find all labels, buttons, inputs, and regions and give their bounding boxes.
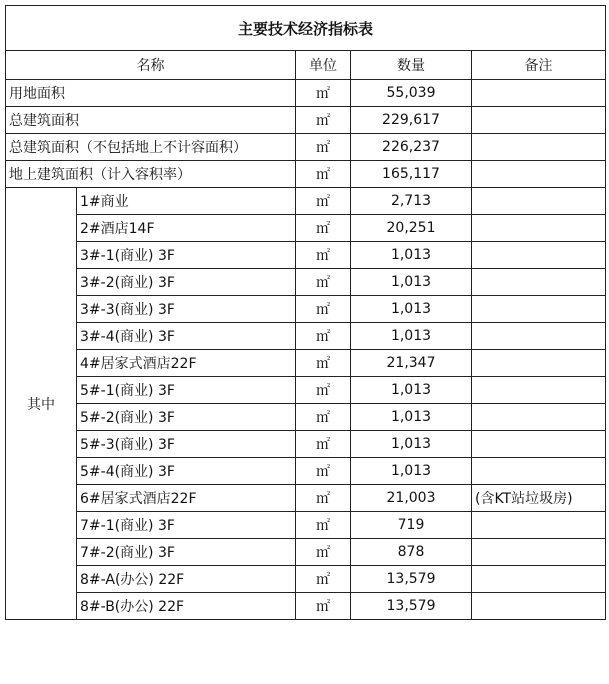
row-quantity: 1,013 <box>351 458 472 485</box>
table-row <box>6 539 606 566</box>
row-remark <box>472 215 606 242</box>
table-row <box>6 350 606 377</box>
row-remark <box>472 431 606 458</box>
row-remark <box>472 269 606 296</box>
row-unit: ㎡ <box>296 188 351 215</box>
row-quantity: 13,579 <box>351 593 472 620</box>
row-name: 5#-3(商业) 3F <box>77 431 296 458</box>
row-remark <box>472 134 606 161</box>
row-quantity: 21,347 <box>351 350 472 377</box>
row-quantity: 165,117 <box>351 161 472 188</box>
row-quantity: 719 <box>351 512 472 539</box>
row-quantity: 1,013 <box>351 404 472 431</box>
row-name: 5#-4(商业) 3F <box>77 458 296 485</box>
row-remark <box>472 404 606 431</box>
row-remark <box>472 566 606 593</box>
row-quantity: 1,013 <box>351 296 472 323</box>
row-unit: ㎡ <box>296 404 351 431</box>
row-unit: ㎡ <box>296 269 351 296</box>
row-unit: ㎡ <box>296 566 351 593</box>
row-unit: ㎡ <box>296 512 351 539</box>
row-unit: ㎡ <box>296 242 351 269</box>
table-row <box>6 512 606 539</box>
header-name: 名称 <box>6 51 296 80</box>
indicator-table <box>5 5 606 620</box>
table-row <box>6 188 606 215</box>
row-unit: ㎡ <box>296 161 351 188</box>
row-unit: ㎡ <box>296 80 351 107</box>
row-name: 3#-1(商业) 3F <box>77 242 296 269</box>
row-name: 7#-1(商业) 3F <box>77 512 296 539</box>
table-row <box>6 242 606 269</box>
header-quantity: 数量 <box>351 51 472 80</box>
row-remark <box>472 323 606 350</box>
table-row <box>6 377 606 404</box>
table-row <box>6 323 606 350</box>
row-unit: ㎡ <box>296 431 351 458</box>
row-unit: ㎡ <box>296 539 351 566</box>
row-unit: ㎡ <box>296 215 351 242</box>
header-unit: 单位 <box>296 51 351 80</box>
row-remark <box>472 80 606 107</box>
row-remark <box>472 512 606 539</box>
table-row <box>6 458 606 485</box>
row-quantity: 1,013 <box>351 242 472 269</box>
table-row <box>6 161 606 188</box>
row-unit: ㎡ <box>296 593 351 620</box>
group-label: 其中 <box>6 188 77 620</box>
row-name: 3#-4(商业) 3F <box>77 323 296 350</box>
row-name: 2#酒店14F <box>77 215 296 242</box>
row-unit: ㎡ <box>296 134 351 161</box>
row-name: 3#-3(商业) 3F <box>77 296 296 323</box>
row-unit: ㎡ <box>296 350 351 377</box>
table-row <box>6 215 606 242</box>
table-row <box>6 107 606 134</box>
table-title: 主要技术经济指标表 <box>6 6 606 51</box>
table-row <box>6 296 606 323</box>
table-row <box>6 404 606 431</box>
row-unit: ㎡ <box>296 458 351 485</box>
row-name: 用地面积 <box>6 80 296 107</box>
header-remark: 备注 <box>472 51 606 80</box>
row-unit: ㎡ <box>296 377 351 404</box>
row-quantity: 1,013 <box>351 269 472 296</box>
row-name: 3#-2(商业) 3F <box>77 269 296 296</box>
row-remark <box>472 107 606 134</box>
row-remark <box>472 593 606 620</box>
row-quantity: 226,237 <box>351 134 472 161</box>
row-name: 8#-A(办公) 22F <box>77 566 296 593</box>
row-remark <box>472 188 606 215</box>
row-remark <box>472 242 606 269</box>
indicator-table-container <box>5 5 605 679</box>
row-name: 1#商业 <box>77 188 296 215</box>
row-unit: ㎡ <box>296 485 351 512</box>
row-quantity: 1,013 <box>351 431 472 458</box>
row-unit: ㎡ <box>296 296 351 323</box>
row-name: 5#-1(商业) 3F <box>77 377 296 404</box>
row-name: 7#-2(商业) 3F <box>77 539 296 566</box>
row-quantity: 21,003 <box>351 485 472 512</box>
row-quantity: 878 <box>351 539 472 566</box>
row-name: 总建筑面积 <box>6 107 296 134</box>
row-remark <box>472 377 606 404</box>
row-name: 地上建筑面积（计入容积率） <box>6 161 296 188</box>
row-name: 总建筑面积（不包括地上不计容面积） <box>6 134 296 161</box>
table-row <box>6 431 606 458</box>
row-name: 4#居家式酒店22F <box>77 350 296 377</box>
row-remark <box>472 458 606 485</box>
row-unit: ㎡ <box>296 323 351 350</box>
row-remark: (含KT站垃圾房) <box>472 485 606 512</box>
table-row <box>6 485 606 512</box>
table-row <box>6 80 606 107</box>
row-quantity: 1,013 <box>351 323 472 350</box>
row-quantity: 20,251 <box>351 215 472 242</box>
row-remark <box>472 539 606 566</box>
row-name: 6#居家式酒店22F <box>77 485 296 512</box>
table-row <box>6 593 606 620</box>
table-row <box>6 566 606 593</box>
table-row <box>6 269 606 296</box>
row-name: 8#-B(办公) 22F <box>77 593 296 620</box>
row-remark <box>472 161 606 188</box>
row-quantity: 1,013 <box>351 377 472 404</box>
row-remark <box>472 296 606 323</box>
table-row <box>6 134 606 161</box>
row-quantity: 13,579 <box>351 566 472 593</box>
row-quantity: 229,617 <box>351 107 472 134</box>
row-remark <box>472 350 606 377</box>
row-unit: ㎡ <box>296 107 351 134</box>
row-name: 5#-2(商业) 3F <box>77 404 296 431</box>
row-quantity: 55,039 <box>351 80 472 107</box>
row-quantity: 2,713 <box>351 188 472 215</box>
